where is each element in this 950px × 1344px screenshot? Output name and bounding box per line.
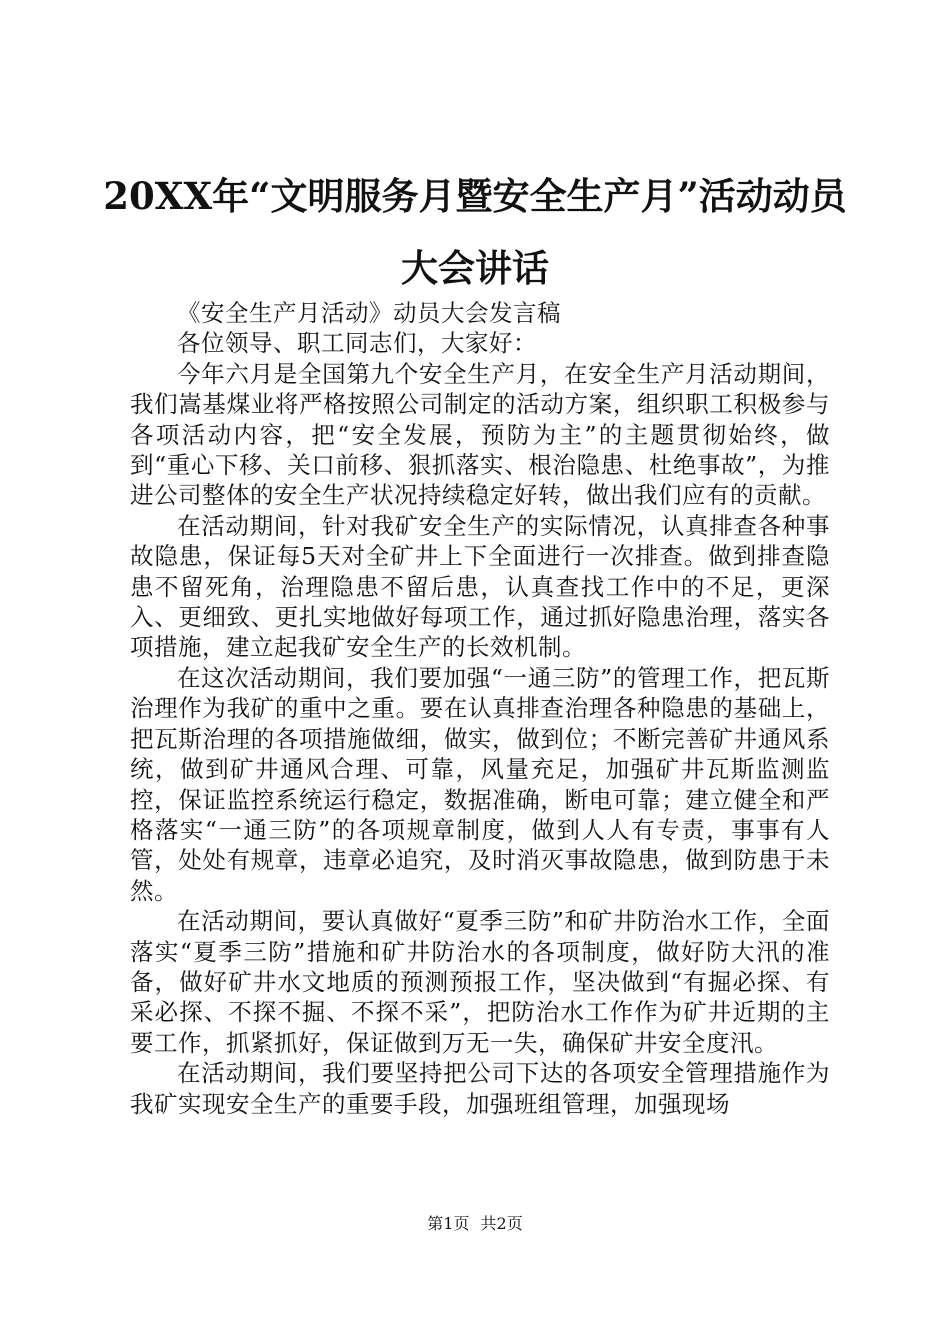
paragraph: 在活动期间，我们要坚持把公司下达的各项安全管理措施作为我矿实现安全生产的重要手段，加强班组管理，加强现场 xyxy=(130,1059,830,1118)
paragraph: 在活动期间，针对我矿安全生产的实际情况，认真排查各种事故隐患，保证每5天对全矿井上下全面进行一次排查。做到排查隐患不留死角，治理隐患不留后患，认真查找工作中的不足，更深入、更细致、更扎实地做好每项工作，通过抓好隐患治理，落实各项措施，建立起我矿安全生产的长效机制。 xyxy=(130,511,830,662)
paragraph-subtitle: 《安全生产月活动》动员大会发言稿 xyxy=(177,299,561,327)
document-body xyxy=(130,298,830,1119)
paragraph: 在这次活动期间，我们要加强“一通三防”的管理工作，把瓦斯治理作为我矿的重中之重。要在认真排查治理各种隐患的基础上，把瓦斯治理的各项措施做细，做实，做到位；不断完善矿井通风系统，做到矿井通风合理、可靠，风量充足，加强矿井瓦斯监测监控，保证监控系统运行稳定，数据准确，断电可靠；建立健全和严格落实“一通三防”的各项规章制度，做到人人有专责，事事有人管，处处有规章，违章必追究，及时消灭事故隐患，做到防患于未然。 xyxy=(130,663,830,905)
page-total: 共2页 xyxy=(480,1214,523,1233)
document-title: 20XX年“文明服务月暨安全生产月”活动动员大会讲话 xyxy=(103,174,847,290)
paragraph: 今年六月是全国第九个安全生产月，在安全生产月活动期间，我们嵩基煤业将严格按照公司制定的活动方案，组织职工积极参与各项活动内容，把“安全发展，预防为主”的主题贯彻始终，做到“重心下移、关口前移、狠抓落实、根治隐患、杜绝事故”，为推进公司整体的安全生产状况持续稳定好转，做出我们应有的贡献。 xyxy=(130,359,830,510)
page-footer xyxy=(0,1214,950,1234)
paragraph: 在活动期间，要认真做好“夏季三防”和矿井防治水工作，全面落实“夏季三防”措施和矿井防治水的各项制度，做好防大汛的准备，做好矿井水文地质的预测预报工作，坚决做到“有掘必探、有采必探、不探不掘、不探不采”，把防治水工作作为矿井近期的主要工作，抓紧抓好，保证做到万无一失，确保矿井安全度汛。 xyxy=(130,907,830,1057)
paragraph-greeting: 各位领导、职工同志们，大家好： xyxy=(177,329,537,358)
page-number: 第1页 xyxy=(427,1214,470,1233)
